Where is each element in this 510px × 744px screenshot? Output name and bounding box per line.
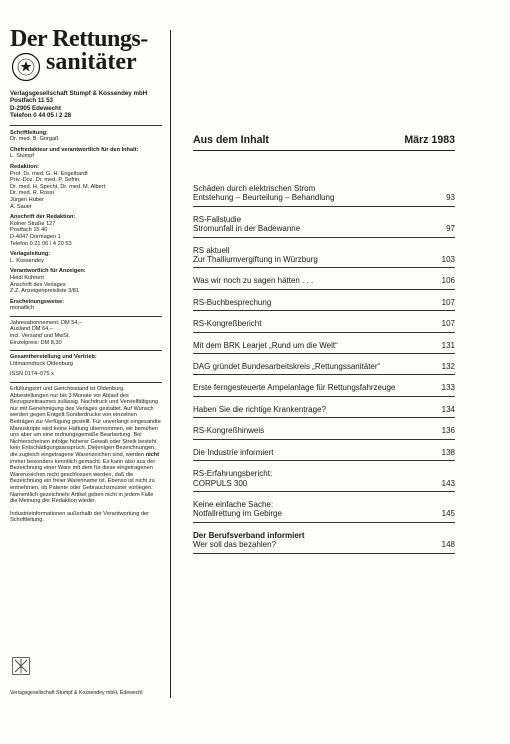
- toc-entry-subtitle: Stromunfall in der Badewanne: [193, 224, 301, 234]
- toc-page-number: 143: [441, 478, 455, 488]
- toc-entry[interactable]: [193, 243, 455, 269]
- masthead-section: Chefredakteur und verantwortlich für den Inhalt: L. Stumpf: [10, 146, 139, 160]
- issue-date: März 1983: [404, 134, 455, 146]
- toc-entry-title: RS-Erfahrungsbericht:: [193, 469, 273, 479]
- column-divider: [170, 30, 171, 698]
- toc-entry-title: RS-Kongreßbericht: [193, 319, 262, 329]
- toc-page-number: 132: [441, 362, 455, 372]
- toc-page-number: 103: [441, 255, 455, 265]
- masthead-section: Verlagsleitung: L. Kossendey: [10, 251, 51, 264]
- toc-entry[interactable]: [193, 497, 455, 523]
- toc-entry[interactable]: [193, 423, 455, 439]
- toc-page-number: 97: [446, 224, 455, 234]
- toc-entry-title: Der Berufsverband informiert: [193, 530, 305, 540]
- toc-page-number: 145: [441, 509, 455, 519]
- divider: [10, 382, 162, 383]
- magazine-title-line2: sanitäter: [46, 49, 137, 75]
- production-info: Gesamtherstellung und Vertrieb: Littmanndruck Oldenburg ISSN 0174–075 x: [10, 354, 97, 378]
- toc-entry-title: Mit dem BRK Learjet „Rund um die Welt“: [193, 340, 338, 350]
- toc-entry[interactable]: [193, 273, 455, 289]
- toc-page-number: 131: [441, 340, 455, 350]
- industry-note: Industrieinformationen außerhalb der Verantwortung der Schriftleitung.: [10, 510, 149, 524]
- magazine-title: Der Rettungs-: [10, 26, 148, 52]
- masthead-section: Redaktion: Prof. Dr. med. G. H. Engelhardt Priv.-Doz. Dr. med. P. Sefrin Dr. med. H. Specht, Dr. med. M. Albert Dr. med. R. Rossi Jürgen Huber A. Sauer: [10, 164, 106, 210]
- toc-page-number: 148: [441, 540, 455, 550]
- toc-entry-title: DAG gründet Bundesarbeitskreis „Rettungssanitäter“: [193, 362, 381, 372]
- toc-page-number: 106: [441, 276, 455, 286]
- table-of-contents: [193, 181, 455, 554]
- toc-entry[interactable]: [193, 466, 455, 492]
- toc-entry-subtitle: CORPULS 300: [193, 478, 248, 488]
- toc-entry[interactable]: [193, 445, 455, 461]
- toc-page-number: 138: [441, 447, 455, 457]
- toc-entry-title: RS aktuell: [193, 245, 230, 255]
- toc-entry[interactable]: [193, 181, 455, 207]
- toc-entry-title: RS-Fallstudie: [193, 214, 242, 224]
- toc-entry-title: Die Industrie informiert: [193, 447, 274, 457]
- toc-page-number: 107: [441, 319, 455, 329]
- toc-entry-subtitle: Zur Thalliumvergiftung in Würzburg: [193, 255, 318, 265]
- price-list: Jahresabonnement: DM 54,– Ausland DM 64,– incl. Versand und MwSt. Einzelpreis: DM 8,30: [10, 319, 83, 346]
- divider: [10, 125, 162, 126]
- toc-page-number: 93: [446, 193, 455, 203]
- toc-entry[interactable]: [193, 212, 455, 238]
- divider: [10, 350, 162, 351]
- toc-entry[interactable]: [193, 402, 455, 418]
- masthead-section: Verantwortlich für Anzeigen: Heidi Kuhnert Anschrift des Verlages Z.Z. Anzeigenpreisliste 3/81: [10, 268, 86, 295]
- seal-icon: [10, 52, 42, 82]
- contents-column: [193, 134, 455, 559]
- contents-heading: Aus dem Inhalt: [193, 134, 269, 146]
- toc-entry[interactable]: [193, 295, 455, 311]
- toc-entry[interactable]: [193, 338, 455, 354]
- masthead-section: Anschrift der Redaktion: Kölner Straße 127 Postfach 15 40 D-4047 Dormagen 1 Telefon 0 21 06 / 4 20 53: [10, 214, 76, 247]
- legal-notice: Erfüllungsort und Gerichtsstand ist Oldenburg. Abbestellungen nur bis 3 Monate vor Ablauf des Bezugszeitraumes zulässig. Nachdruck und Vervielfältigung nur mit Genehmigung des Verlages gestattet. Auf Wunsch werden gegen Entgelt Sonderdrucke von einzelnen Beiträgen zur Verfügung gestellt. Für unverlangt eingesandte Manuskripte wird keine Haftung übernommen, wir bemühen uns aber um eine ordnungsgemäße Bearbeitung. Bei Nichterscheinen infolge höherer Gewalt oder Streik besteht kein Entschädigungsanspruch. Diejenigen Bezeichnungen, die zugleich eingetragene Warenzeichen sind, werden nicht immer besonders kenntlich gemacht. Es kann also aus der Bezeichnung einer Ware mit dem für diese eingetragenen Warenzeichen nicht geschlossen werden, daß die Bezeichnung ein freier Warenname ist. Ebenso ist nicht zu entnehmen, ob Patente oder Gebrauchsmuster vorliegen. Namentlich gezeichnete Artikel geben nicht in jedem Falle die Meinung der Redaktion wieder.: [10, 386, 161, 505]
- toc-entry-subtitle: Wer soll das bezahlen?: [193, 540, 277, 550]
- toc-entry-title: Was wir noch zu sagen hätten . . .: [193, 276, 314, 286]
- publisher-address: Verlagsgesellschaft Stumpf & Kossendey mbH Postfach 11 53 D-2905 Edewecht Telefon 0 44 05 / 2 28: [10, 90, 148, 120]
- footer-publisher: Verlagsgesellschaft Stumpf & Kossendey mbH, Edewecht: [10, 690, 143, 696]
- toc-entry-title: Erste ferngesteuerte Ampelanlage für Rettungsfahrzeuge: [193, 383, 396, 393]
- publisher-logo-icon: [12, 657, 30, 675]
- toc-page-number: 133: [441, 383, 455, 393]
- logo-row: [10, 50, 162, 78]
- toc-page-number: 136: [441, 426, 455, 436]
- toc-page-number: 107: [441, 297, 455, 307]
- toc-entry-subtitle: Entstehung – Beurteilung – Behandlung: [193, 193, 335, 203]
- masthead-section: Schriftleitung: Dr. med. B. Gorgaß: [10, 129, 59, 143]
- toc-entry-subtitle: Notfallrettung im Gebirge: [193, 509, 282, 519]
- toc-entry[interactable]: [193, 528, 455, 554]
- toc-entry-title: RS-Buchbesprechung: [193, 297, 272, 307]
- masthead: [10, 130, 162, 312]
- toc-entry-title: Haben Sie die richtige Krankentrage?: [193, 404, 326, 414]
- contents-header: [193, 134, 455, 151]
- masthead-section: Erscheinungsweise: monatlich: [10, 298, 65, 312]
- toc-entry-title: Schäden durch elektrischen Strom: [193, 184, 316, 193]
- toc-page-number: 134: [441, 404, 455, 414]
- toc-entry-title: RS-Kongreßhinweis: [193, 426, 265, 436]
- imprint-column: [10, 28, 162, 524]
- toc-entry-title: Keine einfache Sache:: [193, 499, 274, 509]
- divider: [10, 316, 162, 317]
- toc-entry[interactable]: [193, 380, 455, 396]
- toc-entry[interactable]: [193, 359, 455, 375]
- toc-entry[interactable]: [193, 316, 455, 332]
